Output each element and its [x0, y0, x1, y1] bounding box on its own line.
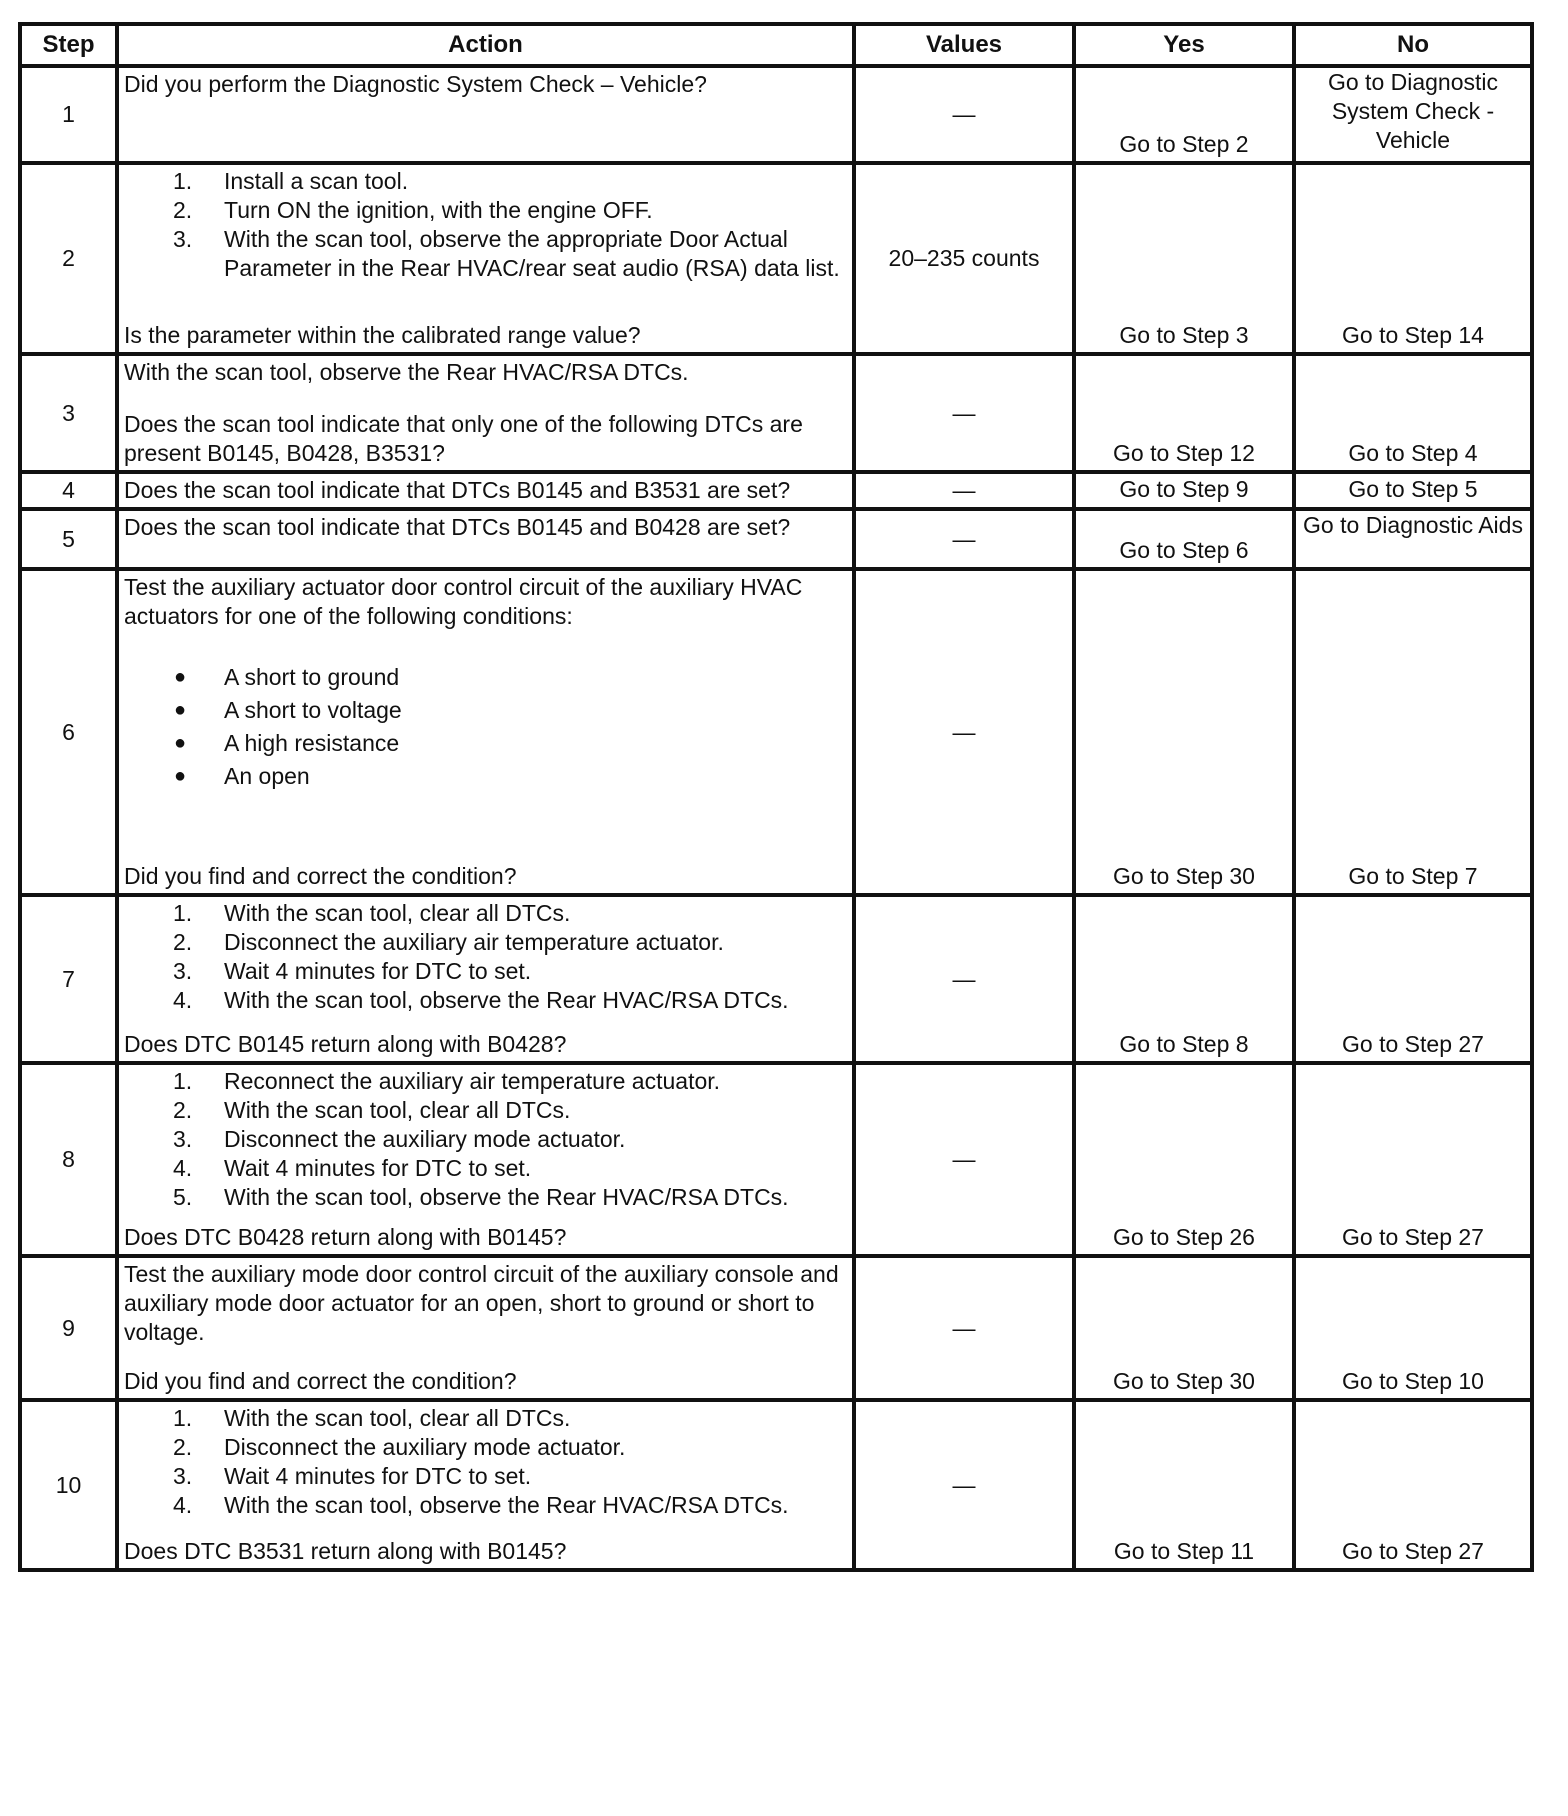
step-number: 10 [20, 1400, 117, 1570]
no-cell: Go to Step 27 [1294, 1063, 1532, 1256]
action-top [124, 1404, 848, 1520]
action-content [119, 571, 852, 893]
action-top [124, 573, 848, 793]
yes-cell: Go to Step 12 [1074, 354, 1294, 472]
action-step-number: 2. [173, 1097, 193, 1123]
action-intro: Does the scan tool indicate that DTCs B0145 and B3531 are set? [124, 477, 791, 503]
action-step-item [124, 196, 848, 225]
yes-cell: Go to Step 6 [1074, 509, 1294, 569]
header-action: Action [117, 24, 854, 66]
action-cell [117, 1063, 854, 1256]
condition-text: A high resistance [224, 730, 400, 756]
action-step-number: 1. [173, 168, 193, 194]
table-row [20, 163, 1532, 354]
action-content [119, 1065, 852, 1254]
action-content [119, 1402, 852, 1568]
values-cell: — [854, 354, 1074, 472]
step-number: 2 [20, 163, 117, 354]
action-step-item [124, 986, 848, 1015]
action-step-text: Reconnect the auxiliary air temperature actuator. [224, 1068, 721, 1094]
action-content [119, 474, 852, 507]
yes-cell: Go to Step 9 [1074, 472, 1294, 509]
bullet-icon: ● [174, 699, 187, 721]
condition-item [124, 694, 848, 727]
action-step-text: Disconnect the auxiliary air temperature actuator. [224, 929, 724, 955]
action-step-item [124, 899, 848, 928]
bullet-icon: ● [174, 666, 187, 688]
values-cell: — [854, 1063, 1074, 1256]
header-step: Step [20, 24, 117, 66]
action-intro: Test the auxiliary actuator door control circuit of the auxiliary HVAC actuators for one of the following conditions: [124, 574, 803, 629]
action-content [119, 511, 852, 567]
action-step-text: With the scan tool, observe the appropriate Door Actual Parameter in the Rear HVAC/rear seat audio (RSA) data list. [224, 226, 840, 281]
values-cell: — [854, 569, 1074, 895]
header-no: No [1294, 24, 1532, 66]
condition-list [124, 661, 848, 793]
condition-text: A short to voltage [224, 697, 402, 723]
action-step-text: With the scan tool, observe the Rear HVAC/RSA DTCs. [224, 1184, 789, 1210]
action-step-number: 4. [173, 1155, 193, 1181]
action-question: Does the scan tool indicate that only one of the following DTCs are present B0145, B0428, B3531? [124, 411, 803, 466]
action-step-text: Install a scan tool. [224, 168, 409, 194]
action-cell [117, 569, 854, 895]
action-question: Did you find and correct the condition? [124, 1368, 517, 1394]
action-intro: Does the scan tool indicate that DTCs B0145 and B0428 are set? [124, 514, 791, 540]
values-cell: — [854, 1256, 1074, 1400]
action-question: Is the parameter within the calibrated range value? [124, 322, 641, 348]
action-step-number: 2. [173, 1434, 193, 1460]
action-step-item [124, 957, 848, 986]
condition-item [124, 760, 848, 793]
step-number: 6 [20, 569, 117, 895]
table-row [20, 895, 1532, 1063]
action-step-number: 4. [173, 987, 193, 1013]
action-step-item [124, 1125, 848, 1154]
action-question: Does DTC B3531 return along with B0145? [124, 1538, 567, 1564]
table-row [20, 509, 1532, 569]
action-step-number: 2. [173, 929, 193, 955]
table-row [20, 472, 1532, 509]
action-step-item [124, 928, 848, 957]
action-step-number: 5. [173, 1184, 193, 1210]
no-cell: Go to Diagnostic Aids [1294, 509, 1532, 569]
action-step-item [124, 1462, 848, 1491]
action-step-item [124, 1404, 848, 1433]
yes-cell: Go to Step 11 [1074, 1400, 1294, 1570]
action-content [119, 1258, 852, 1398]
table-row [20, 1400, 1532, 1570]
step-number: 1 [20, 66, 117, 163]
step-number: 3 [20, 354, 117, 472]
action-step-item [124, 1491, 848, 1520]
action-cell [117, 895, 854, 1063]
action-step-text: With the scan tool, clear all DTCs. [224, 1097, 571, 1123]
yes-cell: Go to Step 3 [1074, 163, 1294, 354]
yes-cell: Go to Step 30 [1074, 569, 1294, 895]
action-cell [117, 163, 854, 354]
action-top [124, 70, 848, 99]
no-cell: Go to Step 5 [1294, 472, 1532, 509]
values-cell: — [854, 472, 1074, 509]
values-cell: — [854, 509, 1074, 569]
action-cell [117, 1400, 854, 1570]
step-number: 9 [20, 1256, 117, 1400]
values-cell: 20–235 counts [854, 163, 1074, 354]
yes-cell: Go to Step 26 [1074, 1063, 1294, 1256]
action-question: Does DTC B0145 return along with B0428? [124, 1031, 567, 1057]
yes-cell: Go to Step 30 [1074, 1256, 1294, 1400]
action-intro: Did you perform the Diagnostic System Check – Vehicle? [124, 71, 707, 97]
action-top [124, 1067, 848, 1212]
condition-item [124, 661, 848, 694]
table-body [20, 66, 1532, 1570]
step-number: 4 [20, 472, 117, 509]
no-cell: Go to Step 27 [1294, 895, 1532, 1063]
action-top [124, 476, 848, 505]
condition-text: A short to ground [224, 664, 400, 690]
action-step-item [124, 1433, 848, 1462]
action-steps-list [124, 167, 848, 283]
action-cell [117, 472, 854, 509]
action-step-number: 1. [173, 900, 193, 926]
action-step-item [124, 1154, 848, 1183]
table-row [20, 354, 1532, 472]
action-content [119, 165, 852, 352]
action-step-item [124, 1067, 848, 1096]
action-step-number: 1. [173, 1068, 193, 1094]
action-step-text: Disconnect the auxiliary mode actuator. [224, 1126, 626, 1152]
action-cell [117, 509, 854, 569]
action-step-text: Wait 4 minutes for DTC to set. [224, 958, 532, 984]
no-cell: Go to Step 10 [1294, 1256, 1532, 1400]
action-step-text: With the scan tool, observe the Rear HVAC/RSA DTCs. [224, 1492, 789, 1518]
action-step-item [124, 167, 848, 196]
values-cell: — [854, 66, 1074, 163]
action-step-number: 3. [173, 1126, 193, 1152]
action-step-number: 3. [173, 226, 193, 252]
condition-text: An open [224, 763, 310, 789]
values-cell: — [854, 1400, 1074, 1570]
action-step-number: 3. [173, 1463, 193, 1489]
action-step-item [124, 225, 848, 283]
yes-cell: Go to Step 2 [1074, 66, 1294, 163]
no-cell: Go to Step 7 [1294, 569, 1532, 895]
action-step-text: With the scan tool, observe the Rear HVAC/RSA DTCs. [224, 987, 789, 1013]
action-cell [117, 66, 854, 163]
action-cell [117, 1256, 854, 1400]
header-row [20, 24, 1532, 66]
no-cell: Go to Step 4 [1294, 354, 1532, 472]
header-values: Values [854, 24, 1074, 66]
action-top [124, 899, 848, 1015]
action-content [119, 356, 852, 470]
action-content [119, 68, 852, 161]
condition-item [124, 727, 848, 760]
no-cell: Go to Step 27 [1294, 1400, 1532, 1570]
action-steps-list [124, 1404, 848, 1520]
action-top [124, 513, 848, 542]
action-question: Does DTC B0428 return along with B0145? [124, 1224, 567, 1250]
action-step-text: Wait 4 minutes for DTC to set. [224, 1155, 532, 1181]
step-number: 8 [20, 1063, 117, 1256]
action-step-text: With the scan tool, clear all DTCs. [224, 900, 571, 926]
action-step-item [124, 1096, 848, 1125]
table-row [20, 1256, 1532, 1400]
diagnostic-table-sheet [18, 22, 1530, 1572]
action-step-number: 4. [173, 1492, 193, 1518]
table-row [20, 66, 1532, 163]
action-intro: With the scan tool, observe the Rear HVAC/RSA DTCs. [124, 359, 689, 385]
action-top [124, 167, 848, 283]
action-intro: Test the auxiliary mode door control circuit of the auxiliary console and auxiliary mode door actuator for an open, short to ground or short to voltage. [124, 1261, 839, 1345]
action-content [119, 897, 852, 1061]
action-step-text: Disconnect the auxiliary mode actuator. [224, 1434, 626, 1460]
table-row [20, 1063, 1532, 1256]
no-cell: Go to Diagnostic System Check - Vehicle [1294, 66, 1532, 163]
action-step-text: Wait 4 minutes for DTC to set. [224, 1463, 532, 1489]
header-yes: Yes [1074, 24, 1294, 66]
action-top [124, 358, 848, 387]
bullet-icon: ● [174, 732, 187, 754]
action-top [124, 1260, 848, 1347]
bullet-icon: ● [174, 765, 187, 787]
action-step-text: With the scan tool, clear all DTCs. [224, 1405, 571, 1431]
step-number: 7 [20, 895, 117, 1063]
action-cell [117, 354, 854, 472]
action-steps-list [124, 899, 848, 1015]
no-cell: Go to Step 14 [1294, 163, 1532, 354]
action-step-number: 2. [173, 197, 193, 223]
action-step-number: 1. [173, 1405, 193, 1431]
action-step-number: 3. [173, 958, 193, 984]
yes-cell: Go to Step 8 [1074, 895, 1294, 1063]
diagnostic-table [18, 22, 1534, 1572]
step-number: 5 [20, 509, 117, 569]
table-row [20, 569, 1532, 895]
action-steps-list [124, 1067, 848, 1212]
action-step-item [124, 1183, 848, 1212]
values-cell: — [854, 895, 1074, 1063]
action-step-text: Turn ON the ignition, with the engine OFF. [224, 197, 653, 223]
action-question: Did you find and correct the condition? [124, 863, 517, 889]
